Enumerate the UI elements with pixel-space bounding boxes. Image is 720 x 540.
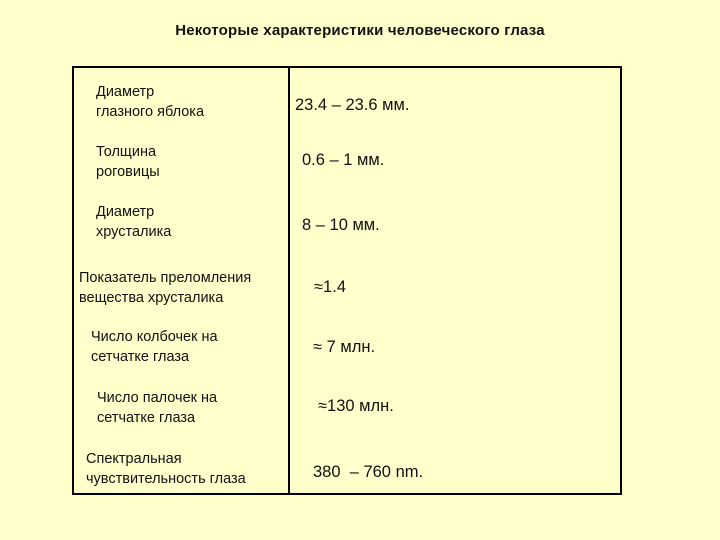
row-value-lens-refractive-index: ≈1.4 (314, 278, 346, 296)
label-line: Диаметр (96, 84, 155, 100)
label-line: вещества хрусталика (79, 290, 224, 306)
page-title: Некоторые характеристики человеческого глаза (175, 22, 545, 39)
label-line: сетчатке глаза (97, 410, 196, 426)
row-label-rods-count (97, 388, 217, 428)
label-line: Толщина (96, 144, 157, 160)
label-line: Показатель преломления (79, 270, 252, 286)
row-value-cones-count: ≈ 7 млн. (313, 338, 376, 356)
row-label-cornea-thickness (96, 142, 160, 182)
row-label-lens-refractive-index (79, 268, 251, 308)
label-line: Диаметр (96, 204, 155, 220)
label-line: хрусталика (96, 224, 172, 240)
label-line: Спектральная (86, 451, 182, 467)
column-divider (288, 66, 290, 495)
row-value-rods-count: ≈130 млн. (318, 397, 394, 415)
row-label-spectral-sensitivity (86, 449, 246, 489)
row-label-eyeball-diameter (96, 82, 204, 122)
label-line: Число палочек на (97, 390, 218, 406)
label-line: чувствительность глаза (86, 471, 246, 487)
row-label-cones-count (91, 327, 218, 367)
label-line: Число колбочек на (91, 329, 218, 345)
label-line: сетчатке глаза (91, 349, 190, 365)
label-line: глазного яблока (96, 104, 205, 120)
row-value-lens-diameter: 8 – 10 мм. (302, 216, 380, 234)
row-value-spectral-sensitivity: 380 – 760 nm. (313, 463, 424, 481)
row-value-cornea-thickness: 0.6 – 1 мм. (302, 151, 385, 169)
label-line: роговицы (96, 164, 160, 180)
row-label-lens-diameter (96, 202, 171, 242)
row-value-eyeball-diameter: 23.4 – 23.6 мм. (295, 96, 410, 114)
